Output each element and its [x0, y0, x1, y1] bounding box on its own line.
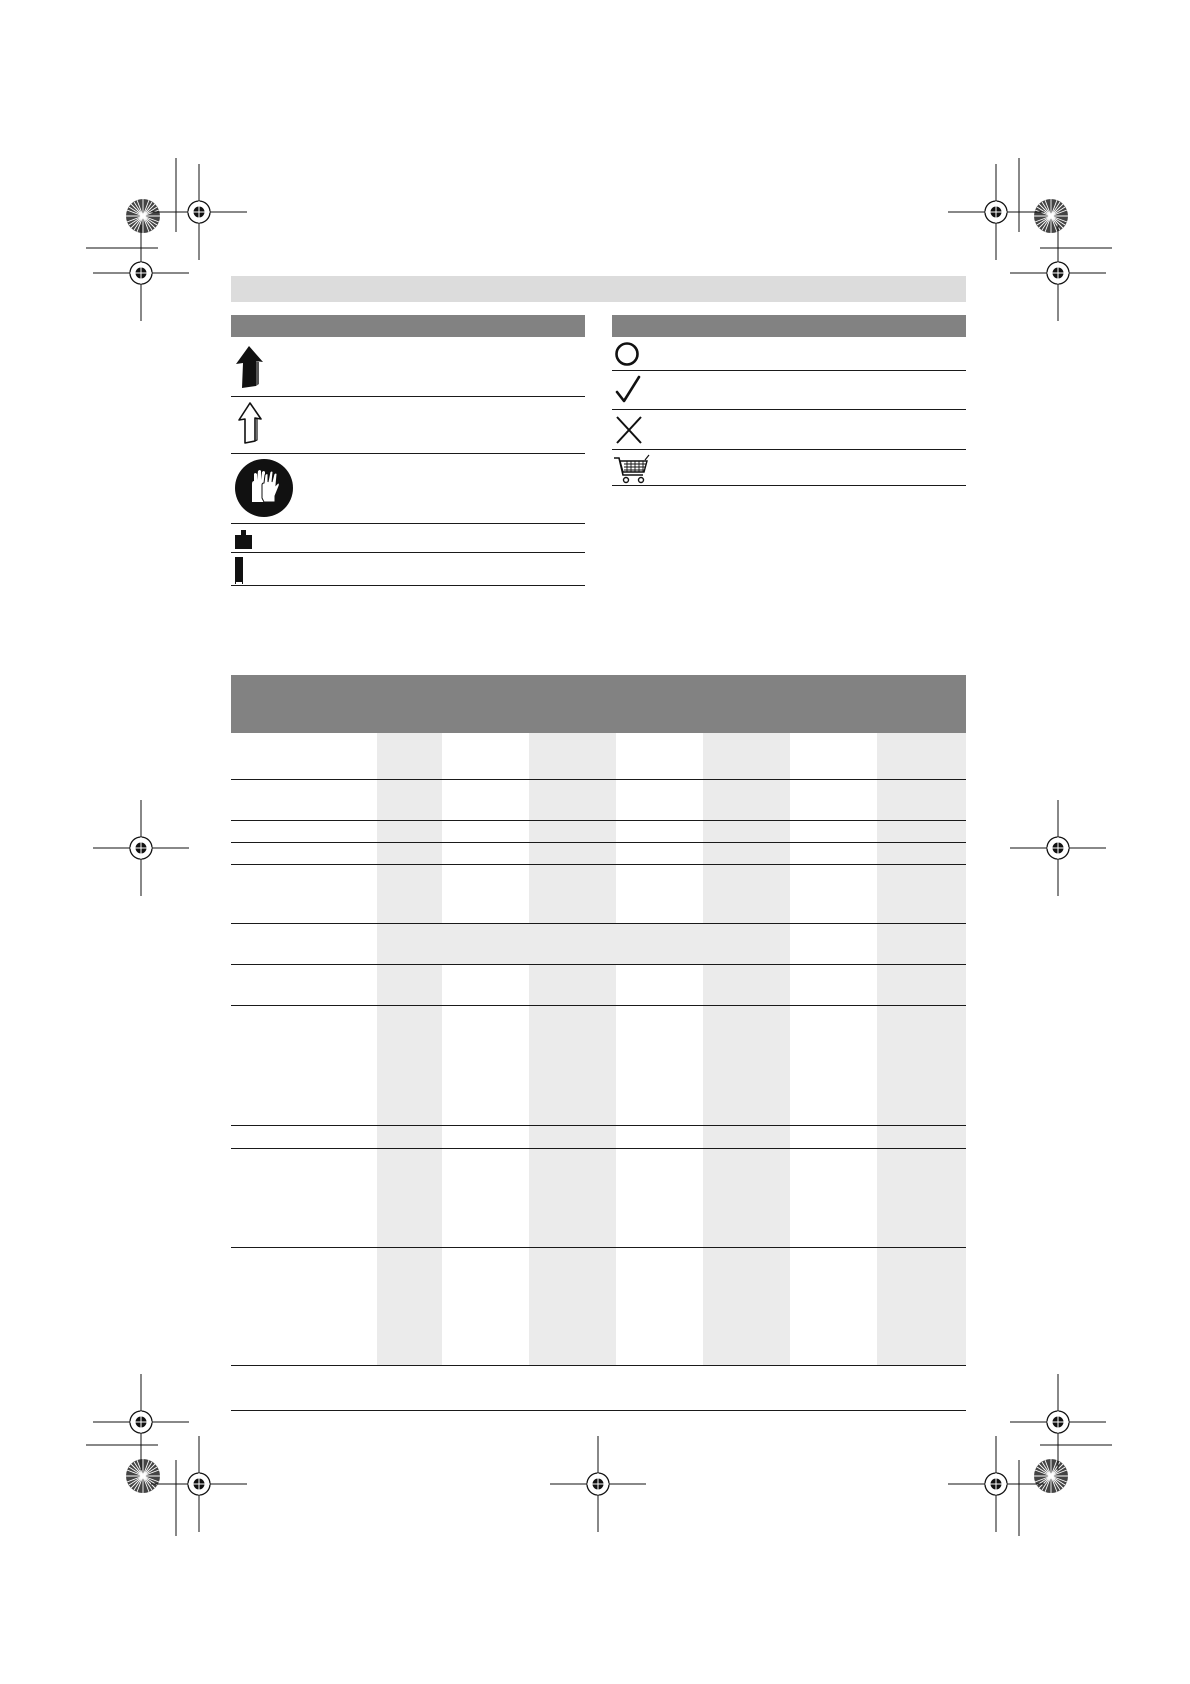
- table-row: [231, 1148, 966, 1149]
- legend-divider: [612, 449, 966, 450]
- table-row: [231, 1365, 966, 1366]
- table-row: [231, 842, 966, 843]
- legend-divider: [231, 552, 585, 553]
- table-column-shade: [377, 733, 442, 1365]
- legend-divider: [231, 453, 585, 454]
- table-row: [231, 779, 966, 780]
- cross-icon: [614, 414, 644, 446]
- table-row: [231, 820, 966, 821]
- left-section-header: [231, 315, 585, 337]
- table-merged-cell: [377, 924, 790, 964]
- table-footer-rule: [231, 1410, 966, 1411]
- outline-arrow-up-icon: [236, 400, 264, 446]
- page-header-bar: [231, 276, 966, 302]
- shopping-cart-icon: [612, 454, 650, 486]
- table-row: [231, 864, 966, 865]
- right-section-header: [612, 315, 966, 337]
- table-row: [231, 923, 966, 924]
- circle-icon: [614, 341, 640, 367]
- table-column-shade: [529, 733, 616, 1365]
- legend-divider: [231, 523, 585, 524]
- legend-divider: [231, 396, 585, 397]
- table-row: [231, 1125, 966, 1126]
- legend-divider: [612, 409, 966, 410]
- protective-gloves-icon: [234, 458, 294, 518]
- legend-divider: [231, 585, 585, 586]
- legend-divider: [612, 370, 966, 371]
- legend-divider: [612, 485, 966, 486]
- heavy-arrow-up-icon: [234, 344, 266, 390]
- battery-icon: [234, 556, 246, 586]
- table-row: [231, 1247, 966, 1248]
- table-header: [231, 675, 966, 733]
- weight-icon: [234, 529, 254, 551]
- checkmark-icon: [614, 374, 642, 406]
- table-row: [231, 1005, 966, 1006]
- table-row: [231, 964, 966, 965]
- table-column-shade: [877, 733, 966, 1365]
- table-column-shade: [703, 733, 790, 1365]
